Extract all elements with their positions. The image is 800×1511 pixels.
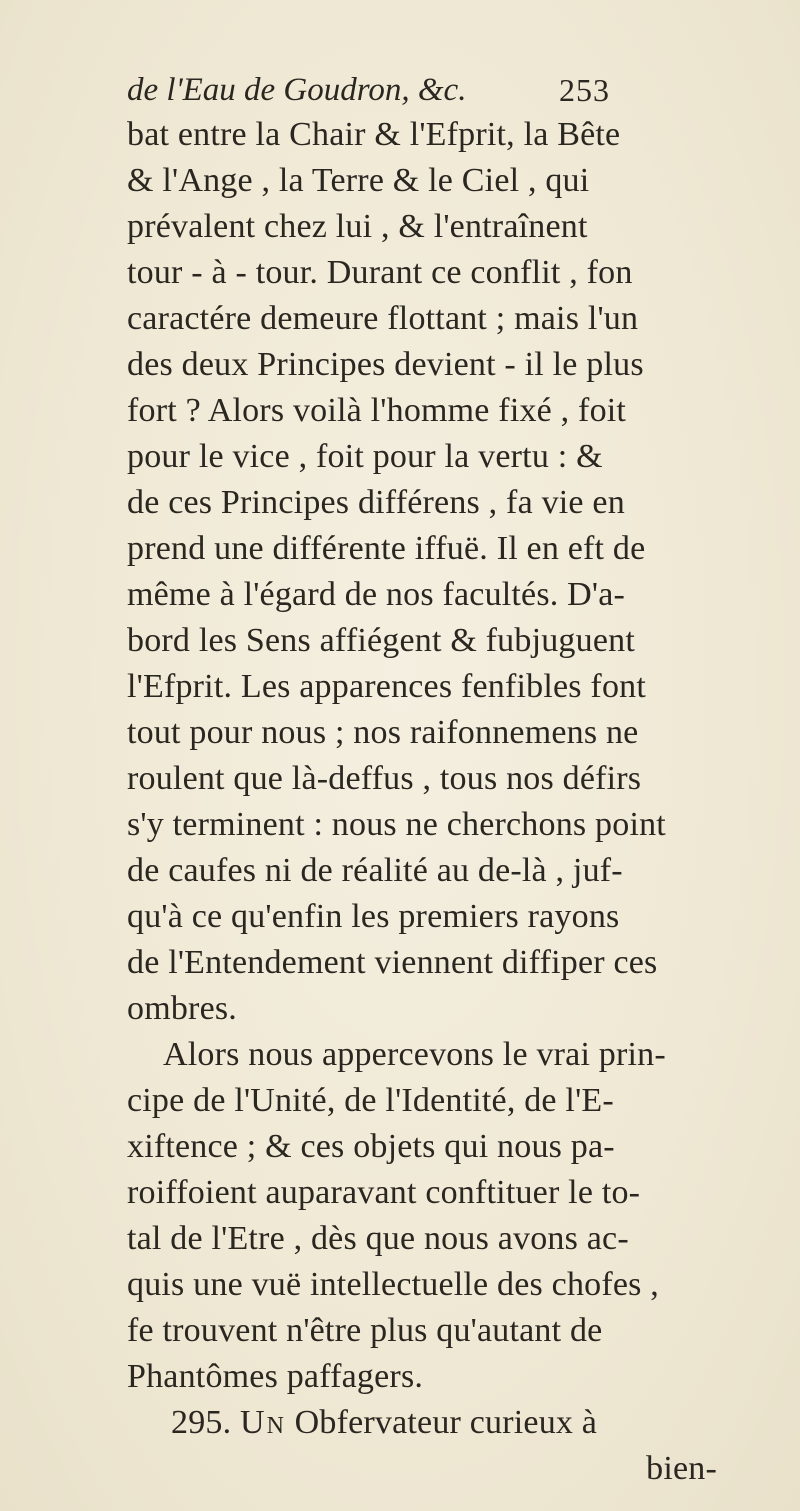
paragraph-first-line: Obfervateur curieux à: [294, 1404, 598, 1441]
running-title: de l'Eau de Goudron, &c.: [127, 72, 467, 108]
text-line: s'y terminent : nous ne cherchons point: [127, 806, 666, 843]
paragraph-number: 295.: [171, 1404, 232, 1441]
text-line: bord les Sens affiégent & fubjuguent: [127, 622, 635, 659]
text-line: de l'Entendement viennent diffiper ces: [127, 944, 658, 981]
paragraph-start: [127, 1400, 717, 1446]
catchword: bien-: [646, 1450, 717, 1487]
text-line: prend une différente iffuë. Il en eft de: [127, 530, 646, 567]
text-line: même à l'égard de nos facultés. D'a-: [127, 576, 626, 613]
text-line: fort ? Alors voilà l'homme fixé , foit: [127, 392, 627, 429]
paragraph-first-word: Un: [240, 1404, 286, 1441]
text-line: l'Efprit. Les apparences fenfibles font: [127, 668, 646, 705]
page-header: [127, 68, 687, 112]
text-line: roiffoient auparavant conftituer le to-: [127, 1174, 641, 1211]
body-text: [127, 112, 717, 1492]
text-line: qu'à ce qu'enfin les premiers rayons: [127, 898, 620, 935]
text-line: de ces Principes différens , fa vie en: [127, 484, 625, 521]
text-line: quis une vuë intellectuelle des chofes ,: [127, 1266, 659, 1303]
text-line: cipe de l'Unité, de l'Identité, de l'E-: [127, 1082, 614, 1119]
text-line: tout pour nous ; nos raifonnemens ne: [127, 714, 639, 751]
text-line: & l'Ange , la Terre & le Ciel , qui: [127, 162, 590, 199]
text-line: ombres.: [127, 990, 237, 1027]
text-line: fe trouvent n'être plus qu'autant de: [127, 1312, 603, 1349]
text-line: Alors nous appercevons le vrai prin-: [163, 1036, 666, 1073]
text-line: bat entre la Chair & l'Efprit, la Bête: [127, 116, 621, 153]
text-line: Phantômes paffagers.: [127, 1358, 424, 1395]
text-line: pour le vice , foit pour la vertu : &: [127, 438, 603, 475]
text-line: prévalent chez lui , & l'entraînent: [127, 208, 588, 245]
text-line: des deux Principes devient - il le plus: [127, 346, 644, 383]
text-line: de caufes ni de réalité au de-là , juf-: [127, 852, 623, 889]
text-line: roulent que là-deffus , tous nos défirs: [127, 760, 642, 797]
text-line: tour - à - tour. Durant ce conflit , fon: [127, 254, 633, 291]
text-line: xiftence ; & ces objets qui nous pa-: [127, 1128, 615, 1165]
text-line: tal de l'Etre , dès que nous avons ac-: [127, 1220, 629, 1257]
page-number: 253: [559, 72, 610, 108]
text-line: caractére demeure flottant ; mais l'un: [127, 300, 639, 337]
